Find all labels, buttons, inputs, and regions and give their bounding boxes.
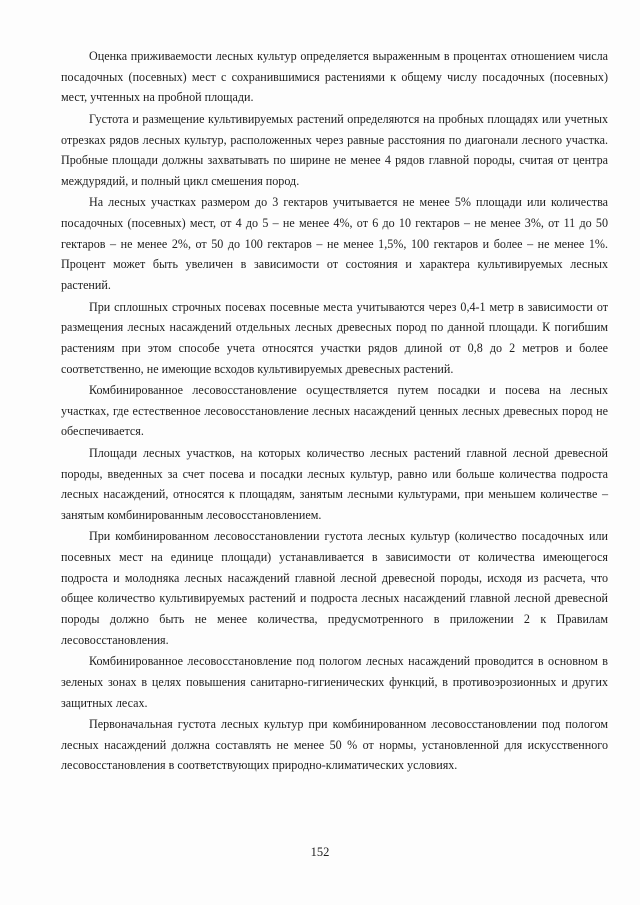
paragraph: Комбинированное лесовосстановление под пологом лесных насаждений проводится в основном в зеленых зонах в целях повышения санитарно-гигиенических функций, в противоэрозионных и других защитных лесах.	[61, 654, 608, 710]
paragraph: Густота и размещение культивируемых растений определяются на пробных площадях или учетных отрезках рядов лесных культур, расположенных через равные расстояния по диагонали лесного участка. Пробные площади должны захватывать по ширине не менее 4 рядов главной породы, считая от центра междурядий, и полный цикл смешения пород.	[61, 111, 608, 188]
paragraph: Площади лесных участков, на которых количество лесных растений главной лесной древесной породы, введенных за счет посева и посадки лесных культур, равно или больше количества подроста лесных насаждений, относятся к площадям, занятым лесными культурами, при меньшем количестве – занятым комбинированным лесовосстановлением.	[61, 445, 608, 522]
paragraph: На лесных участках размером до 3 гектаров учитывается не менее 5% площади или количества посадочных (посевных) мест, от 4 до 5 – не менее 4%, от 6 до 10 гектаров – не менее 3%, от 11 до 50 гектаров – не менее 2%, от 50 до 100 гектаров – не менее 1,5%, 100 гектаров и более – не менее 1%. Процент может быть увеличен в зависимости от состояния и характера культивируемых лесных растений.	[61, 195, 608, 293]
paragraph: Первоначальная густота лесных культур при комбинированном лесовосстановлении под пологом лесных насаждений должна составлять не менее 50 % от нормы, установленной для искусственного лесовосстановления в соответствующих природно-климатических условиях.	[61, 717, 608, 773]
body-text	[61, 46, 608, 777]
paragraph: Оценка приживаемости лесных культур определяется выраженным в процентах отношением числа посадочных (посевных) мест с сохранившимися растениями к общему числу посадочных (посевных) мест, учтенных на пробной площади.	[61, 49, 608, 105]
paragraph: При комбинированном лесовосстановлении густота лесных культур (количество посадочных или посевных мест на единице площади) устанавливается в зависимости от количества имеющегося подроста и молодняка лесных насаждений главной лесной древесной породы, исходя из расчета, что общее количество культивируемых растений и подроста лесных насаждений главной лесной древесной породы должно быть не менее количества, предусмотренного в приложении 2 к Правилам лесовосстановления.	[61, 529, 608, 647]
paragraph: При сплошных строчных посевах посевные места учитываются через 0,4-1 метр в зависимости от размещения лесных насаждений отдельных лесных древесных пород по данной площади. К погибшим растениям при этом способе учета относятся участки рядов длиной от 0,8 до 2 метров и более соответственно, не имеющие всходов культивируемых древесных растений.	[61, 299, 608, 376]
page-number: 152	[310, 845, 330, 859]
paragraph: Комбинированное лесовосстановление осуществляется путем посадки и посева на лесных участках, где естественное лесовосстановление лесных насаждений ценных лесных древесных пород не обеспечивается.	[61, 383, 608, 439]
